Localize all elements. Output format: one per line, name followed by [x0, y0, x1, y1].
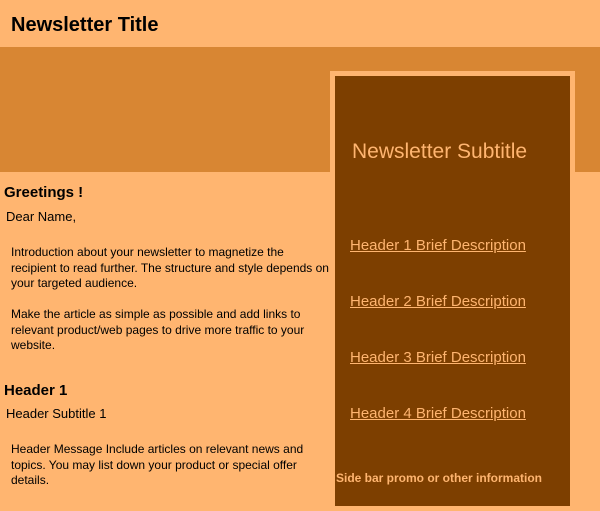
- header-1-title: Header 1: [4, 382, 68, 399]
- title-bar: [0, 0, 600, 47]
- sidebar-link-header-1[interactable]: Header 1 Brief Description: [350, 237, 526, 254]
- newsletter-title: Newsletter Title: [11, 14, 159, 36]
- sidebar-link-header-2[interactable]: Header 2 Brief Description: [350, 293, 526, 310]
- article-paragraph: Make the article as simple as possible and add links to relevant product/web pages to drive more traffic to your website.: [11, 307, 305, 352]
- newsletter-subtitle: Newsletter Subtitle: [352, 140, 528, 163]
- header-1-message: Header Message Include articles on relevant news and topics. You may list down your product or special offer details.: [11, 442, 304, 487]
- greeting-heading: Greetings !: [4, 184, 84, 201]
- sidebar-link-header-4[interactable]: Header 4 Brief Description: [350, 405, 526, 422]
- sidebar-link-header-3[interactable]: Header 3 Brief Description: [350, 349, 526, 366]
- salutation: Dear Name,: [6, 209, 77, 224]
- intro-paragraph: Introduction about your newsletter to magnetize the recipient to read further. The structure and style depends on your targeted audience.: [11, 245, 329, 290]
- sidebar-promo: Side bar promo or other information: [336, 471, 543, 485]
- header-1-subtitle: Header Subtitle 1: [6, 406, 107, 421]
